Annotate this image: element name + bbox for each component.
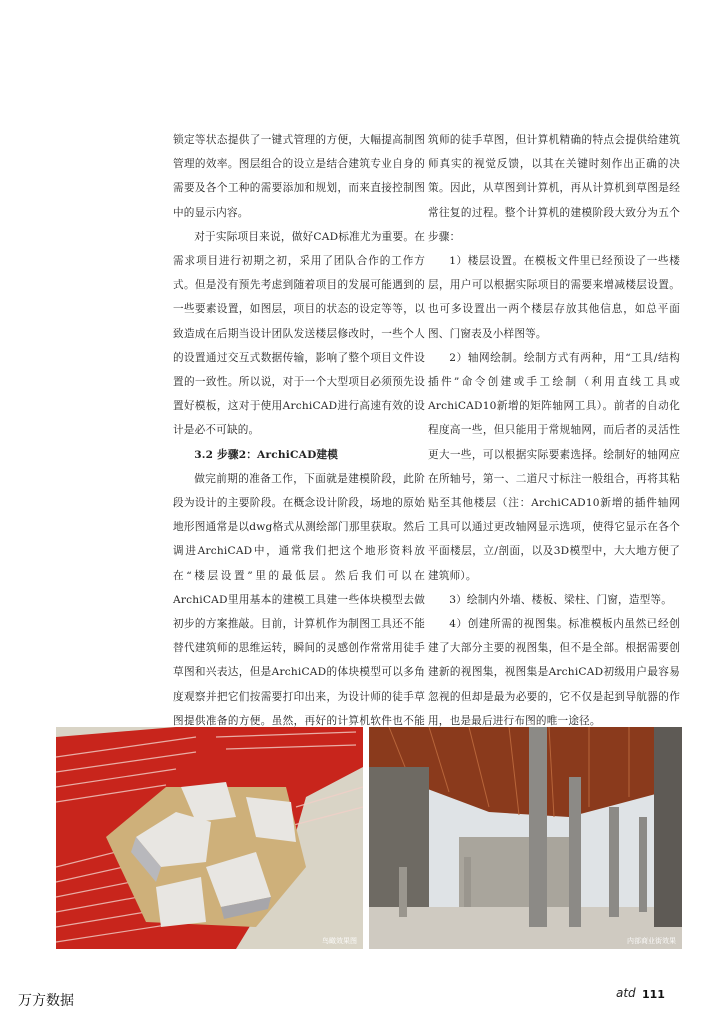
step-item: 1）楼层设置。在模板文件里已经预设了一些楼层，用户可以根据实际项目的需要来增减楼层设置。也可多设置出一两个楼层存放其他信息，如总平面图、门窗表及小样图等。: [428, 255, 680, 340]
section-heading: 3.2 步骤2：ArchiCAD建模: [194, 448, 339, 461]
text-column-right: [428, 128, 680, 733]
step-item: 3）绘制内外墙、楼板、梁柱、门窗，造型等。: [449, 593, 673, 606]
paragraph: 筑师的徒手草图，但计算机精确的特点会提供给建筑师真实的视觉反馈，以其在关键时刻作出正确的决策。因此，从草图到计算机，再从计算机到草图是经常往复的过程。整个计算机的建模阶段大致分为五个步骤：: [428, 134, 680, 243]
paragraph: 做完前期的准备工作，下面就是建模阶段，此阶段为设计的主要阶段。在概念设计阶段，场地的原始地形图通常是以dwg格式从测绘部门那里获取。然后调进ArchiCAD中，通常我们把这个地形资料放在“楼层设置”里的最低层。然后我们可以在ArchiCAD里用基本的建模工具建一些体块模型去做初步的方案推敲。目前，计算机作为制图工具还不能替代建筑师的思维运转，瞬间的灵感创作常常用徒手草图和兴表达，但是ArchiCAD的体块模型可以多角度观察并把它们按需要打印出来，为设计师的徒手草图提供准备的方便。虽然，再好的计算机软件也不能: [173, 472, 425, 727]
paragraph: 锁定等状态提供了一键式管理的方便，大幅提高制图管理的效率。图层组合的设立是结合建筑专业自身的需要及各个工种的需要添加和规划，而来直接控制图中的显示内容。: [173, 134, 425, 219]
footer-watermark: 万方数据: [18, 993, 74, 1009]
figure-caption: 鸟瞰效果图: [322, 937, 357, 945]
street-rendering-image: [369, 727, 682, 949]
text-column-left: [173, 128, 425, 757]
step-item: 4）创建所需的视图集。标准模板内虽然已经创建了大部分主要的视图集，但不是全部。根据需要创建新的视图集，视图集是ArchiCAD初级用户最容易忽视的但却是最为必要的，它不仅是起到导航器的作用，也是最后进行布图的唯一途径。: [428, 618, 680, 727]
step-item: 2）轴网绘制。绘制方式有两种，用“工具/结构插件”命令创建或手工绘制（利用直线工具或ArchiCAD10新增的矩阵轴网工具）。前者的自动化程度高一些，但只能用于常规轴网，而后者的灵活性更大一些，可以根据实际要素选择。绘制好的轴网应在所轴号，第一、二道尺寸标注一般组合，再将其粘贴至其他楼层（注：ArchiCAD10新增的插件轴网工具可以通过更改轴网显示选项，使得它显示在各个平面楼层，立/剖面，以及3D模型中，大大地方便了建筑师）。: [428, 351, 680, 582]
aerial-rendering-image: [56, 727, 363, 949]
journal-logo: atd: [616, 986, 636, 1000]
page-number: 111: [642, 988, 665, 1001]
paragraph: 对于实际项目来说，做好CAD标准尤为重要。在需求项目进行初期之初，采用了团队合作的工作方式。但是没有预先考虑到随着项目的发展可能遇到的一些要素设置，如图层，项目的状态的设定等等，以致造成在后期当设计团队发送楼层修改时，一些个人的设置通过交互式数据传输，影响了整个项目文件设置的一致性。所以说，对于一个大型项目必须预先设置好模板，这对于使用ArchiCAD进行高速有效的设计是必不可缺的。: [173, 230, 425, 437]
aerial-rendering-drawing: [56, 727, 363, 949]
street-rendering-drawing: [369, 727, 682, 949]
figure-caption: 内部商业街效果: [627, 937, 676, 945]
